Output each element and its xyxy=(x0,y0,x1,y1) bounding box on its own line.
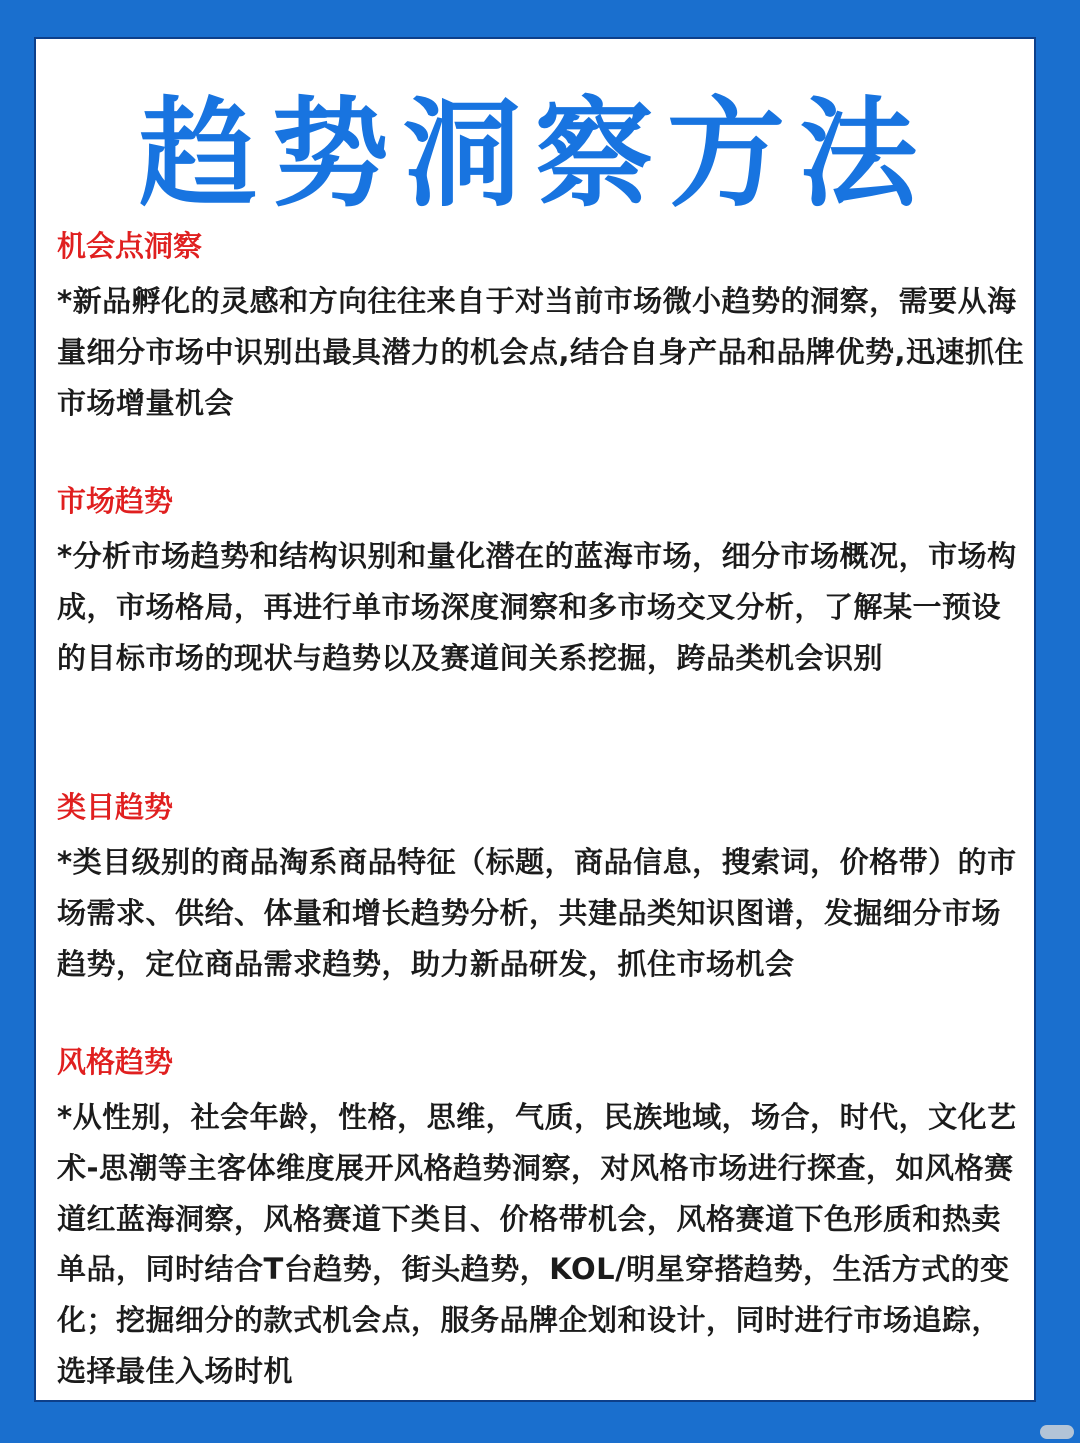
section-style-trend xyxy=(57,1042,1029,1397)
section-market-trend xyxy=(57,481,1029,683)
section-heading: 机会点洞察 xyxy=(57,229,203,263)
section-category-trend xyxy=(57,787,1029,989)
watermark-icon xyxy=(1040,1425,1074,1439)
content-card xyxy=(34,37,1036,1402)
section-body: *新品孵化的灵感和方向往往来自于对当前市场微小趋势的洞察，需要从海量细分市场中识别出最具潜力的机会点,结合自身产品和品牌优势,迅速抓住市场增量机会 xyxy=(57,284,1025,420)
section-body: *类目级别的商品淘系商品特征（标题，商品信息，搜索词，价格带）的市场需求、供给、体量和增长趋势分析，共建品类知识图谱，发掘细分市场趋势，定位商品需求趋势，助力新品研发，抓住市场机会 xyxy=(57,845,1017,981)
section-body: *分析市场趋势和结构识别和量化潜在的蓝海市场，细分市场概况，市场构成，市场格局，再进行单市场深度洞察和多市场交叉分析，了解某一预设的目标市场的现状与趋势以及赛道间关系挖掘，跨品类机会识别 xyxy=(57,539,1017,675)
section-heading: 类目趋势 xyxy=(57,790,174,824)
section-heading: 市场趋势 xyxy=(57,484,174,518)
page-title: 趋势洞察方法 xyxy=(138,85,931,223)
section-heading: 风格趋势 xyxy=(57,1045,174,1079)
section-opportunity-insight xyxy=(57,226,1029,428)
section-body: *从性别，社会年龄，性格，思维，气质，民族地域，场合，时代，文化艺术-思潮等主客体维度展开风格趋势洞察，对风格市场进行探查，如风格赛道红蓝海洞察，风格赛道下类目、价格带机会，风格赛道下色形质和热卖单品，同时结合T台趋势，街头趋势，KOL/明星穿搭趋势，生活方式的变化；挖掘细分的款式机会点，服务品牌企划和设计，同时进行市场追踪，选择最佳入场时机 xyxy=(57,1100,1017,1388)
